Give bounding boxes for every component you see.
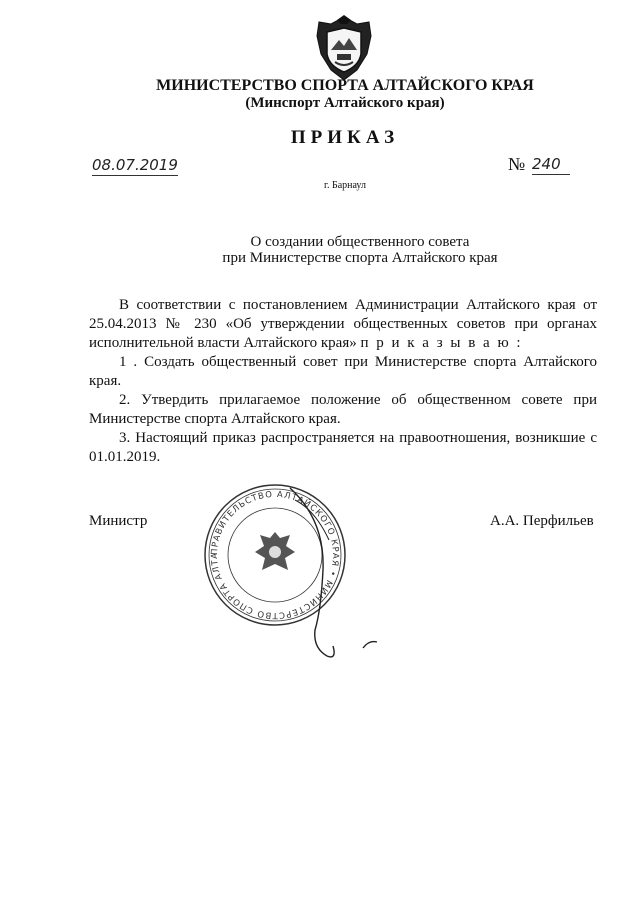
handwritten-signature — [285, 480, 395, 670]
seal-text: ПРАВИТЕЛЬСТВО АЛТАЙСКОГО КРАЯ • МИНИСТЕРСТВО СПОРТА АЛТА — [209, 489, 341, 621]
document-type-title: ПРИКАЗ — [290, 127, 400, 148]
coat-of-arms-icon — [309, 14, 379, 84]
organization-name: МИНИСТЕРСТВО СПОРТА АЛТАЙСКОГО КРАЯ — [156, 77, 534, 94]
document-subject-line-1: О создании общественного совета — [250, 234, 470, 250]
organization-short-name: (Минспорт Алтайского края) — [245, 95, 445, 111]
document-body — [89, 296, 597, 467]
preamble-text: В соответствии с постановлением Администрации Алтайского края от 25.04.2013 № 230 «Об утверждении общественных советов при органах исполнительной власти Алтайского края» — [89, 297, 597, 351]
signatory-position: Министр — [89, 513, 148, 529]
preamble-paragraph — [89, 296, 597, 353]
order-item-3: 3. Настоящий приказ распространяется на правоотношения, возникшие с 01.01.2019. — [89, 430, 597, 465]
order-item-2: 2. Утвердить прилагаемое положение об общественном совете при Министерстве спорта Алтайского края. — [89, 392, 597, 427]
document-number: 240 — [532, 155, 570, 175]
document-date: 08.07.2019 — [92, 156, 178, 174]
document-city: г. Барнаул — [324, 180, 366, 191]
signatory-name: А.А. Перфильев — [490, 513, 594, 529]
document-subject-line-2: при Министерстве спорта Алтайского края — [222, 250, 498, 266]
order-word: п р и к а з ы в а ю : — [360, 335, 523, 351]
document-number-label: № — [508, 154, 526, 174]
order-item-1: 1 . Создать общественный совет при Министерстве спорта Алтайского края. — [89, 354, 597, 389]
